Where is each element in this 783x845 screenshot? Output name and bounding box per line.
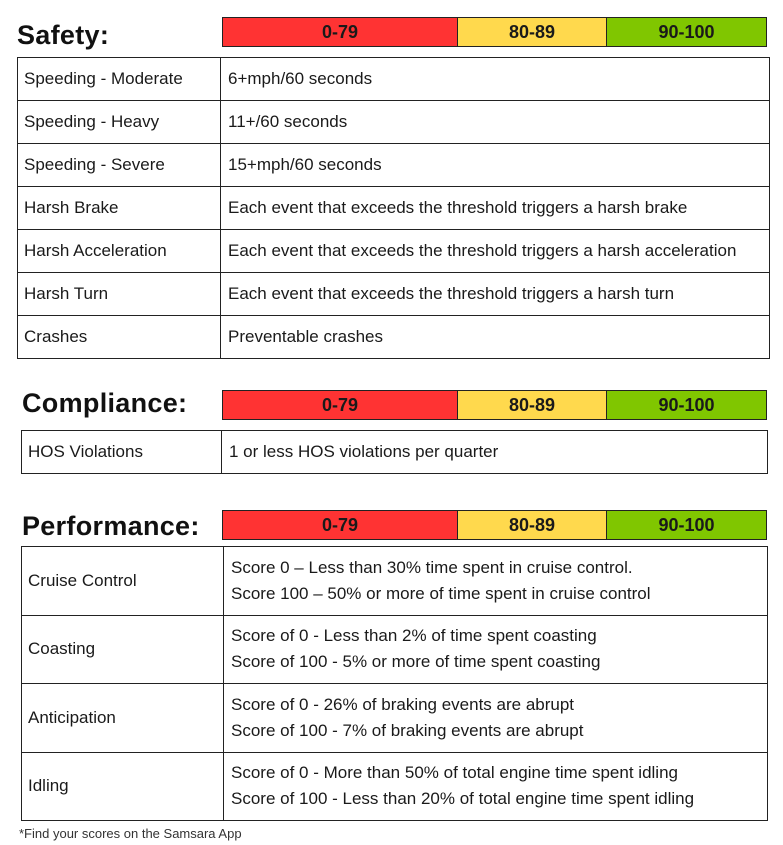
metric-name: Cruise Control [22, 547, 224, 616]
scale-red-range: 0-79 [223, 511, 458, 539]
scale-green-range: 90-100 [607, 18, 766, 46]
metric-criteria [224, 684, 768, 753]
metric-criteria [222, 431, 768, 474]
scale-green-range: 90-100 [607, 511, 766, 539]
metric-name: Anticipation [22, 684, 224, 753]
scale-yellow-range: 80-89 [458, 18, 607, 46]
compliance-score-scale [222, 390, 767, 420]
metric-criteria [221, 58, 770, 101]
metric-name: Coasting [22, 615, 224, 684]
compliance-heading: Compliance: [22, 388, 188, 418]
criteria-line: 11+/60 seconds [228, 112, 348, 131]
table-row [22, 431, 768, 474]
safety-score-scale [222, 17, 767, 47]
table-row [18, 58, 770, 101]
metric-criteria [221, 144, 770, 187]
criteria-line: Each event that exceeds the threshold triggers a harsh turn [228, 284, 675, 303]
criteria-line: Score of 0 - 26% of braking events are abrupt [231, 694, 575, 714]
criteria-line: 15+mph/60 seconds [228, 155, 382, 174]
metric-criteria [221, 316, 770, 359]
compliance-table [21, 430, 768, 474]
metric-name: Speeding - Moderate [18, 58, 221, 101]
scale-green-range: 90-100 [607, 391, 766, 419]
metric-criteria [224, 547, 768, 616]
table-row [18, 230, 770, 273]
criteria-line: Score 0 – Less than 30% time spent in cruise control. [231, 557, 633, 577]
performance-table-body [22, 547, 768, 821]
compliance-table-body [22, 431, 768, 474]
safety-table-body [18, 58, 770, 359]
criteria-line: Score of 100 - 5% or more of time spent coasting [231, 652, 601, 672]
table-row [22, 615, 768, 684]
scale-yellow-range: 80-89 [458, 391, 607, 419]
table-row [18, 101, 770, 144]
metric-name: Crashes [18, 316, 221, 359]
metric-name: HOS Violations [22, 431, 222, 474]
metric-criteria [221, 187, 770, 230]
metric-name: Speeding - Heavy [18, 101, 221, 144]
metric-criteria [224, 752, 768, 821]
metric-criteria [224, 615, 768, 684]
table-row [22, 684, 768, 753]
table-row [22, 752, 768, 821]
metric-criteria [221, 273, 770, 316]
metric-name: Speeding - Severe [18, 144, 221, 187]
footnote: *Find your scores on the Samsara App [19, 826, 242, 841]
criteria-line: Score of 100 - 7% of braking events are abrupt [231, 720, 584, 740]
table-row [18, 273, 770, 316]
scale-red-range: 0-79 [223, 391, 458, 419]
criteria-line: Score of 0 - More than 50% of total engine time spent idling [231, 763, 678, 783]
criteria-line: Preventable crashes [228, 327, 383, 346]
safety-table [17, 57, 770, 359]
metric-name: Harsh Brake [18, 187, 221, 230]
metric-name: Harsh Acceleration [18, 230, 221, 273]
criteria-line: 1 or less HOS violations per quarter [229, 442, 499, 461]
criteria-line: Each event that exceeds the threshold triggers a harsh acceleration [228, 241, 737, 260]
metric-name: Harsh Turn [18, 273, 221, 316]
table-row [18, 316, 770, 359]
criteria-line: Score of 0 - Less than 2% of time spent coasting [231, 626, 597, 646]
scale-red-range: 0-79 [223, 18, 458, 46]
table-row [18, 144, 770, 187]
metric-criteria [221, 230, 770, 273]
table-row [18, 187, 770, 230]
criteria-line: Each event that exceeds the threshold triggers a harsh brake [228, 198, 688, 217]
scale-yellow-range: 80-89 [458, 511, 607, 539]
criteria-line: Score 100 – 50% or more of time spent in cruise control [231, 583, 651, 603]
criteria-line: Score of 100 - Less than 20% of total engine time spent idling [231, 789, 695, 809]
table-row [22, 547, 768, 616]
criteria-line: 6+mph/60 seconds [228, 69, 373, 88]
performance-table [21, 546, 768, 821]
safety-heading: Safety: [17, 20, 110, 50]
performance-score-scale [222, 510, 767, 540]
metric-name: Idling [22, 752, 224, 821]
metric-criteria [221, 101, 770, 144]
performance-heading: Performance: [22, 511, 200, 541]
